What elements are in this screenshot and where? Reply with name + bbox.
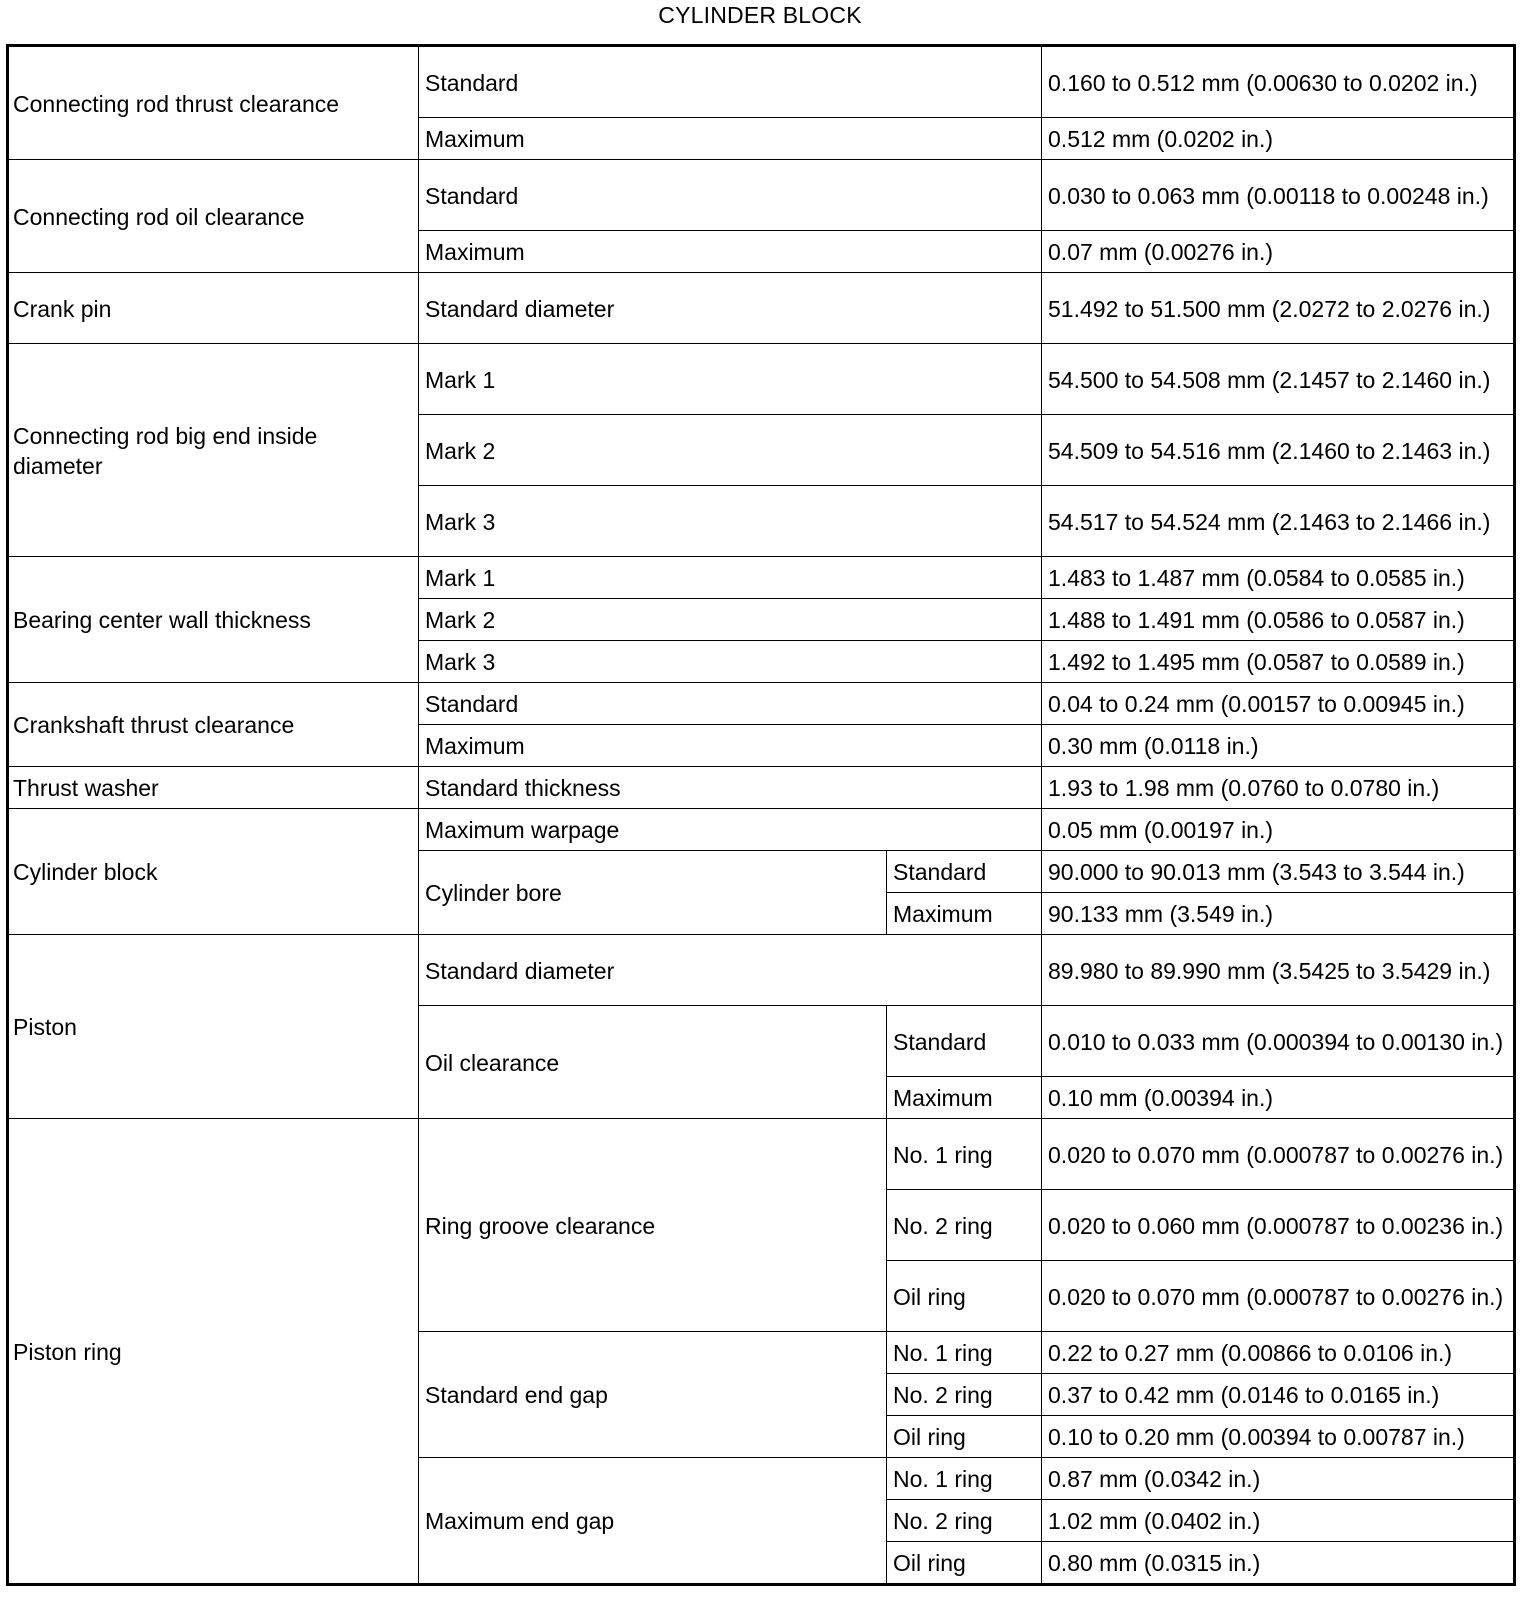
sub-sub-item-cell: No. 1 ring bbox=[887, 1119, 1042, 1190]
sub-item-cell: Mark 3 bbox=[419, 641, 1042, 683]
sub-sub-item-cell: No. 1 ring bbox=[887, 1332, 1042, 1374]
value-cell: 0.020 to 0.060 mm (0.000787 to 0.00236 in.) bbox=[1042, 1190, 1515, 1261]
sub-sub-item-cell: No. 2 ring bbox=[887, 1190, 1042, 1261]
value-cell: 0.10 to 0.20 mm (0.00394 to 0.00787 in.) bbox=[1042, 1416, 1515, 1458]
sub-sub-item-cell: No. 2 ring bbox=[887, 1500, 1042, 1542]
sub-item-cell: Mark 2 bbox=[419, 415, 1042, 486]
value-cell: 0.160 to 0.512 mm (0.00630 to 0.0202 in.) bbox=[1042, 46, 1515, 118]
item-cell: Crankshaft thrust clearance bbox=[8, 683, 419, 767]
sub-sub-item-cell: No. 1 ring bbox=[887, 1458, 1042, 1500]
value-cell: 0.80 mm (0.0315 in.) bbox=[1042, 1542, 1515, 1585]
value-cell: 0.10 mm (0.00394 in.) bbox=[1042, 1077, 1515, 1119]
value-cell: 54.509 to 54.516 mm (2.1460 to 2.1463 in.) bbox=[1042, 415, 1515, 486]
table-row bbox=[8, 935, 1515, 1006]
value-cell: 0.30 mm (0.0118 in.) bbox=[1042, 725, 1515, 767]
item-cell: Connecting rod oil clearance bbox=[8, 160, 419, 273]
sub-item-cell: Maximum warpage bbox=[419, 809, 1042, 851]
sub-sub-item-cell: Oil ring bbox=[887, 1416, 1042, 1458]
item-cell: Connecting rod thrust clearance bbox=[8, 46, 419, 160]
sub-sub-item-cell: Standard bbox=[887, 1006, 1042, 1077]
value-cell: 54.517 to 54.524 mm (2.1463 to 2.1466 in.) bbox=[1042, 486, 1515, 557]
sub-item-cell: Maximum bbox=[419, 725, 1042, 767]
sub-item-cell: Standard thickness bbox=[419, 767, 1042, 809]
value-cell: 1.492 to 1.495 mm (0.0587 to 0.0589 in.) bbox=[1042, 641, 1515, 683]
value-cell: 89.980 to 89.990 mm (3.5425 to 3.5429 in.) bbox=[1042, 935, 1515, 1006]
item-cell: Piston bbox=[8, 935, 419, 1119]
sub-item-cell: Standard bbox=[419, 46, 1042, 118]
value-cell: 51.492 to 51.500 mm (2.0272 to 2.0276 in.) bbox=[1042, 273, 1515, 344]
sub-sub-item-cell: Maximum bbox=[887, 1077, 1042, 1119]
table-row bbox=[8, 46, 1515, 118]
sub-item-cell: Mark 3 bbox=[419, 486, 1042, 557]
value-cell: 90.133 mm (3.549 in.) bbox=[1042, 893, 1515, 935]
value-cell: 0.020 to 0.070 mm (0.000787 to 0.00276 in.) bbox=[1042, 1261, 1515, 1332]
value-cell: 0.020 to 0.070 mm (0.000787 to 0.00276 in.) bbox=[1042, 1119, 1515, 1190]
table-row bbox=[8, 1119, 1515, 1190]
table-row bbox=[8, 273, 1515, 344]
spec-table bbox=[6, 44, 1516, 1586]
value-cell: 90.000 to 90.013 mm (3.543 to 3.544 in.) bbox=[1042, 851, 1515, 893]
item-cell: Piston ring bbox=[8, 1119, 419, 1585]
sub-item-cell: Standard diameter bbox=[419, 273, 1042, 344]
value-cell: 0.87 mm (0.0342 in.) bbox=[1042, 1458, 1515, 1500]
sub-sub-item-cell: Oil ring bbox=[887, 1542, 1042, 1585]
value-cell: 0.05 mm (0.00197 in.) bbox=[1042, 809, 1515, 851]
sub-item-cell: Standard diameter bbox=[419, 935, 1042, 1006]
value-cell: 1.02 mm (0.0402 in.) bbox=[1042, 1500, 1515, 1542]
table-row bbox=[8, 767, 1515, 809]
value-cell: 1.93 to 1.98 mm (0.0760 to 0.0780 in.) bbox=[1042, 767, 1515, 809]
sub-item-cell: Maximum bbox=[419, 231, 1042, 273]
sub-item-cell: Standard end gap bbox=[419, 1332, 887, 1458]
sub-item-cell: Standard bbox=[419, 683, 1042, 725]
table-row bbox=[8, 683, 1515, 725]
table-row bbox=[8, 557, 1515, 599]
value-cell: 0.04 to 0.24 mm (0.00157 to 0.00945 in.) bbox=[1042, 683, 1515, 725]
sub-sub-item-cell: Maximum bbox=[887, 893, 1042, 935]
sub-item-cell: Cylinder bore bbox=[419, 851, 887, 935]
table-row bbox=[8, 160, 1515, 231]
item-cell: Bearing center wall thickness bbox=[8, 557, 419, 683]
sub-sub-item-cell: Oil ring bbox=[887, 1261, 1042, 1332]
value-cell: 1.488 to 1.491 mm (0.0586 to 0.0587 in.) bbox=[1042, 599, 1515, 641]
value-cell: 1.483 to 1.487 mm (0.0584 to 0.0585 in.) bbox=[1042, 557, 1515, 599]
sub-item-cell: Oil clearance bbox=[419, 1006, 887, 1119]
value-cell: 0.37 to 0.42 mm (0.0146 to 0.0165 in.) bbox=[1042, 1374, 1515, 1416]
sub-item-cell: Maximum bbox=[419, 118, 1042, 160]
sub-item-cell: Maximum end gap bbox=[419, 1458, 887, 1585]
value-cell: 0.030 to 0.063 mm (0.00118 to 0.00248 in.) bbox=[1042, 160, 1515, 231]
table-row bbox=[8, 809, 1515, 851]
item-cell: Connecting rod big end inside diameter bbox=[8, 344, 419, 557]
sub-item-cell: Mark 1 bbox=[419, 344, 1042, 415]
value-cell: 54.500 to 54.508 mm (2.1457 to 2.1460 in.) bbox=[1042, 344, 1515, 415]
value-cell: 0.07 mm (0.00276 in.) bbox=[1042, 231, 1515, 273]
item-cell: Cylinder block bbox=[8, 809, 419, 935]
value-cell: 0.010 to 0.033 mm (0.000394 to 0.00130 in.) bbox=[1042, 1006, 1515, 1077]
table-row bbox=[8, 344, 1515, 415]
sub-sub-item-cell: No. 2 ring bbox=[887, 1374, 1042, 1416]
item-cell: Thrust washer bbox=[8, 767, 419, 809]
sub-item-cell: Mark 1 bbox=[419, 557, 1042, 599]
sub-item-cell: Mark 2 bbox=[419, 599, 1042, 641]
sub-sub-item-cell: Standard bbox=[887, 851, 1042, 893]
value-cell: 0.22 to 0.27 mm (0.00866 to 0.0106 in.) bbox=[1042, 1332, 1515, 1374]
page-title: CYLINDER BLOCK bbox=[658, 2, 862, 28]
item-cell: Crank pin bbox=[8, 273, 419, 344]
value-cell: 0.512 mm (0.0202 in.) bbox=[1042, 118, 1515, 160]
sub-item-cell: Ring groove clearance bbox=[419, 1119, 887, 1332]
sub-item-cell: Standard bbox=[419, 160, 1042, 231]
